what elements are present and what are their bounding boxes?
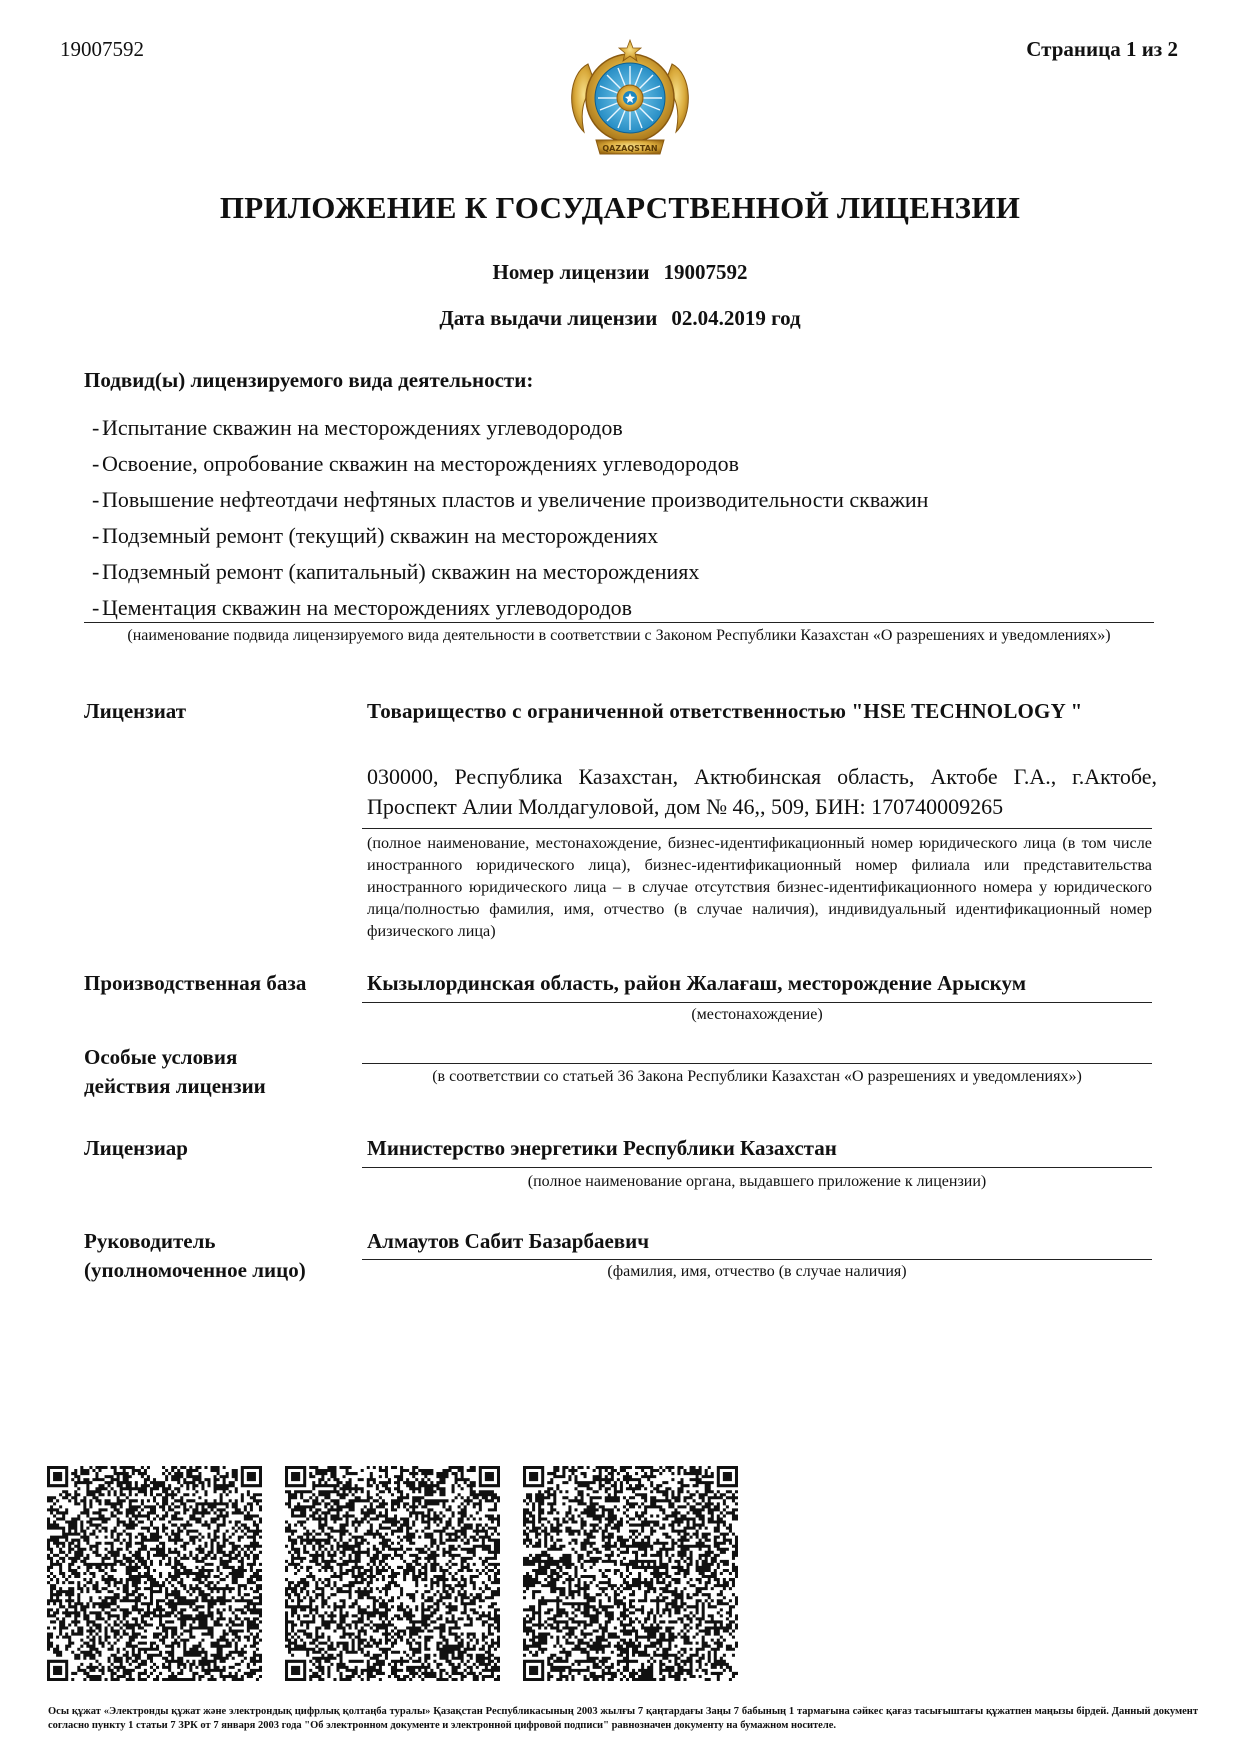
divider xyxy=(362,1259,1152,1260)
list-item: - Повышение нефтеотдачи нефтяных пластов и увеличение производительности скважин xyxy=(92,487,929,512)
license-number-row xyxy=(0,260,1240,285)
activities-heading: Подвид(ы) лицензируемого вида деятельности: xyxy=(84,368,534,392)
license-number-label: Номер лицензии xyxy=(492,260,650,284)
special-conditions-label: Особые условия действия лицензии xyxy=(84,1045,266,1098)
head-value: Алмаутов Сабит Базарбаевич xyxy=(367,1229,650,1253)
license-date-value: 02.04.2019 год xyxy=(671,306,801,330)
head-label: Руководитель (уполномоченное лицо) xyxy=(84,1229,306,1282)
production-base-label: Производственная база xyxy=(84,971,307,995)
list-item: - Цементация скважин на месторождениях углеводородов xyxy=(92,595,633,620)
license-date-row xyxy=(0,306,1240,331)
divider xyxy=(362,828,1152,829)
license-number-value: 19007592 xyxy=(663,260,748,284)
licensor-value: Министерство энергетики Республики Казахстан xyxy=(367,1136,837,1160)
list-item: - Подземный ремонт (текущий) скважин на месторождениях xyxy=(92,523,659,548)
kazakhstan-state-emblem-icon xyxy=(566,36,694,166)
activities-list xyxy=(92,411,928,627)
licensor-caption: (полное наименование органа, выдавшего приложение к лицензии) xyxy=(527,1173,987,1190)
emblem-text: QAZAQSTAN xyxy=(602,144,658,153)
activities-caption: (наименование подвида лицензируемого вида деятельности в соответствии с Законом Республики Казахстан «О разрешениях и уведомлениях») xyxy=(127,627,1111,644)
production-base-value: Кызылординская область, район Жалағаш, месторождение Арыскум xyxy=(367,971,1027,995)
licensee-caption: (полное наименование, местонахождение, бизнес-идентификационный номер юридического лица (в том числе иностранного юридического лица), бизнес-идентификационный номер филиала или представительства иностранного юридического лица – в случае отсутствия бизнес-идентификационного номера у юридического лица/полностью фамилия, имя, отчество (в случае наличия), индивидуальный идентификационный номер физического лица) xyxy=(367,834,1152,940)
legal-footer: Осы құжат «Электронды құжат және электрондық цифрлық қолтаңба туралы» Қазақстан Республикасының 2003 жылғы 7 қаңтардағы Заңы 7 бабының 1 тармағына сәйкес қағаз тасығыштағы құжатпен маңызы бірдей. Данный документ согласно пункту 1 статьи 7 ЗРК от 7 января 2003 года "Об электронном документе и электронной цифровой подписи" равнозначен документу на бумажном носителе. xyxy=(48,1706,1198,1731)
divider xyxy=(362,1063,1152,1064)
qr-code-icon xyxy=(285,1466,500,1681)
license-date-label: Дата выдачи лицензии xyxy=(439,306,658,330)
qr-code-icon xyxy=(47,1466,262,1681)
licensee-label: Лицензиат xyxy=(84,699,187,723)
head-caption: (фамилия, имя, отчество (в случае наличия) xyxy=(607,1263,907,1280)
divider xyxy=(362,1167,1152,1168)
page-indicator: Страница 1 из 2 xyxy=(1026,37,1178,61)
divider xyxy=(84,622,1154,623)
licensee-name: Товарищество с ограниченной ответственностью "HSE TECHNOLOGY " xyxy=(367,699,1083,723)
licensor-label: Лицензиар xyxy=(84,1136,188,1160)
qr-code-icon xyxy=(523,1466,738,1681)
page-title: ПРИЛОЖЕНИЕ К ГОСУДАРСТВЕННОЙ ЛИЦЕНЗИИ xyxy=(219,190,1021,225)
production-base-caption: (местонахождение) xyxy=(691,1006,823,1023)
licensee-address: 030000, Республика Казахстан, Актюбинская область, Актобе Г.А., г.Актобе, Проспект Алии Молдагуловой, дом № 46,, 509, БИН: 170740009265 xyxy=(367,764,1157,819)
special-conditions-caption: (в соответствии со статьей 36 Закона Республики Казахстан «О разрешениях и уведомлениях») xyxy=(432,1068,1082,1085)
list-item: - Испытание скважин на месторождениях углеводородов xyxy=(92,415,623,440)
list-item: - Подземный ремонт (капитальный) скважин на месторождениях xyxy=(92,559,700,584)
divider xyxy=(362,1002,1152,1003)
document-number: 19007592 xyxy=(60,37,144,61)
list-item: - Освоение, опробование скважин на месторождениях углеводородов xyxy=(92,451,739,476)
